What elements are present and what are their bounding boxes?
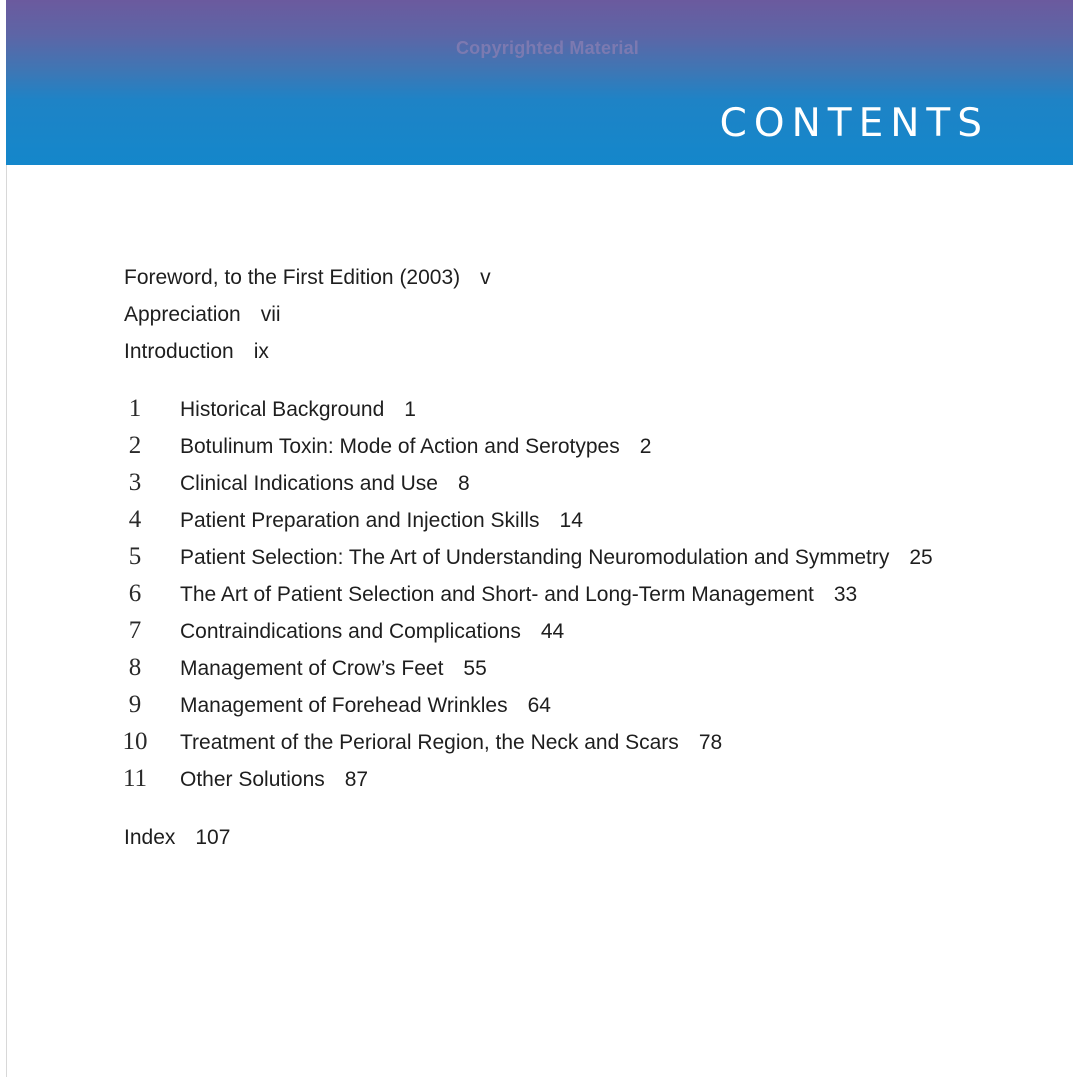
chapter-number: 3 <box>128 469 142 496</box>
chapter-page: 2 <box>639 435 652 458</box>
chapter-page: 87 <box>344 768 369 791</box>
page-edge-divider <box>6 165 7 1077</box>
toc-entry-appreciation[interactable] <box>124 299 491 336</box>
chapter-number: 6 <box>128 580 142 607</box>
chapter-title: Historical Background <box>180 398 385 421</box>
toc-chapter-5[interactable] <box>116 540 933 577</box>
chapter-page: 33 <box>833 583 858 606</box>
chapter-number: 4 <box>128 506 142 533</box>
chapter-number: 8 <box>128 654 142 681</box>
chapter-page: 64 <box>527 694 551 717</box>
toc-chapter-10[interactable] <box>116 725 933 762</box>
toc-entry-index[interactable] <box>124 822 230 856</box>
chapter-page: 1 <box>404 398 416 421</box>
toc-entry-foreword[interactable] <box>124 262 491 299</box>
chapter-title: The Art of Patient Selection and Short- and Long-Term Management <box>180 583 814 606</box>
toc-entry-page: vii <box>260 303 281 326</box>
toc-entry-introduction[interactable] <box>124 336 491 373</box>
chapter-title: Management of Forehead Wrinkles <box>180 694 508 717</box>
chapter-number: 1 <box>128 395 142 422</box>
chapter-number: 5 <box>128 543 142 570</box>
toc-entry-page: ix <box>253 340 269 363</box>
chapter-page: 44 <box>540 620 565 643</box>
chapter-title: Patient Preparation and Injection Skills <box>180 509 540 532</box>
chapter-title: Clinical Indications and Use <box>180 472 438 495</box>
chapter-page: 8 <box>457 472 470 495</box>
chapter-number: 10 <box>122 728 148 755</box>
toc-chapter-2[interactable] <box>116 429 933 466</box>
toc-entry-page: 107 <box>195 826 231 849</box>
toc-entry-title: Appreciation <box>124 303 241 326</box>
toc-chapter-6[interactable] <box>116 577 933 614</box>
chapter-title: Contraindications and Complications <box>180 620 521 643</box>
toc-entry-title: Index <box>124 826 176 849</box>
page-title: CONTENTS <box>719 101 989 146</box>
toc-entry-title: Introduction <box>124 340 234 363</box>
chapter-number: 7 <box>128 617 142 644</box>
copyright-watermark: Copyrighted Material <box>455 38 640 58</box>
chapter-number: 11 <box>122 765 148 792</box>
toc-chapter-11[interactable] <box>116 762 933 799</box>
chapter-page: 14 <box>559 509 583 532</box>
chapter-number: 2 <box>128 432 142 459</box>
chapter-title: Patient Selection: The Art of Understanding Neuromodulation and Symmetry <box>180 546 890 569</box>
toc-entry-page: v <box>480 266 491 289</box>
toc-entry-title: Foreword, to the First Edition (2003) <box>124 266 461 289</box>
toc-chapter-3[interactable] <box>116 466 933 503</box>
toc-chapter-8[interactable] <box>116 651 933 688</box>
chapter-title: Treatment of the Perioral Region, the Neck and Scars <box>180 731 679 754</box>
toc-chapter-9[interactable] <box>116 688 933 725</box>
chapter-page: 25 <box>909 546 933 569</box>
chapter-page: 55 <box>463 657 487 680</box>
toc-chapter-4[interactable] <box>116 503 933 540</box>
toc-chapter-1[interactable] <box>116 392 933 429</box>
chapter-title: Management of Crow’s Feet <box>180 657 444 680</box>
chapter-page: 78 <box>698 731 723 754</box>
chapter-number: 9 <box>128 691 142 718</box>
chapter-list <box>116 392 933 799</box>
chapter-title: Botulinum Toxin: Mode of Action and Serotypes <box>180 435 620 458</box>
chapter-title: Other Solutions <box>180 768 325 791</box>
front-matter-list <box>124 262 491 373</box>
header-banner <box>6 0 1073 165</box>
toc-chapter-7[interactable] <box>116 614 933 651</box>
